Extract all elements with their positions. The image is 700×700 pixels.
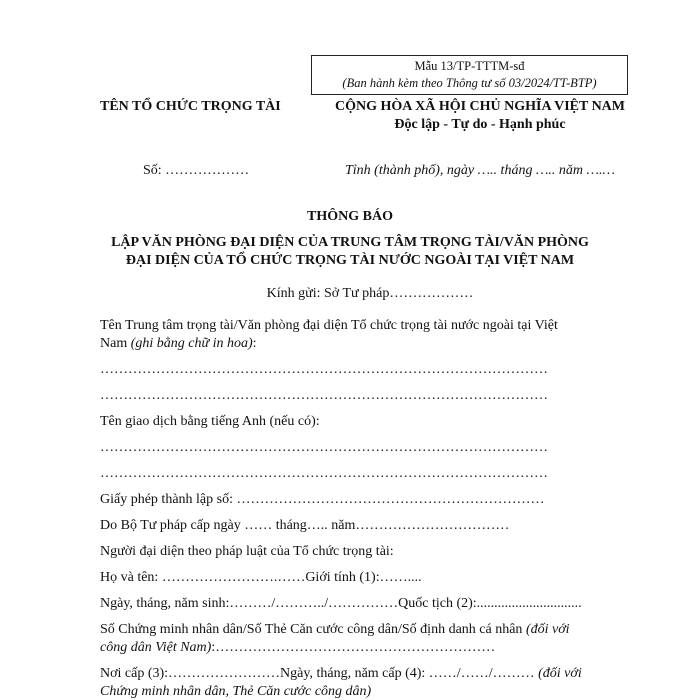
id-number-field[interactable] (100, 640, 495, 656)
id-number-label-line1 (100, 622, 570, 638)
english-name-label: Tên giao dịch bằng tiếng Anh (nếu có): (100, 414, 320, 429)
org-name-label-colon: : (252, 336, 257, 351)
english-name-fill-line-2[interactable]: …………………………………………………………………………………… (100, 466, 548, 481)
document-subtitle-line1: LẬP VĂN PHÒNG ĐẠI DIỆN CỦA TRUNG TÂM TRỌNG TÀI/VĂN PHÒNG (111, 235, 589, 250)
org-name-label-line1: Tên Trung tâm trọng tài/Văn phòng đại diện Tổ chức trọng tài nước ngoài tại Việt (100, 318, 558, 333)
org-name-label-line2 (100, 336, 257, 352)
license-number-field[interactable]: Giấy phép thành lập số: ………………………………………………………… (100, 492, 545, 507)
org-name-fill-line-1[interactable]: …………………………………………………………………………………… (100, 362, 548, 377)
issue-place-date-hint-line2: Chứng minh nhân dân, Thẻ Căn cước công dân) (100, 684, 372, 699)
place-and-date: Tỉnh (thành phố), ngày ….. tháng ….. năm ….… (345, 163, 615, 178)
license-issued-date-field[interactable]: Do Bộ Tư pháp cấp ngày …… tháng….. năm…………………………… (100, 518, 510, 533)
document-title: THÔNG BÁO (307, 209, 393, 224)
form-code-box (311, 55, 628, 95)
id-number-label-hint: (đối với (525, 622, 570, 637)
org-name-label-text: Nam (100, 336, 131, 351)
org-name-label-hint: (ghi bằng chữ in hoa) (130, 336, 253, 351)
id-number-hint-end: công dân Việt Nam) (100, 640, 212, 655)
document-number: Số: ……………… (143, 163, 250, 178)
national-motto: Độc lập - Tự do - Hạnh phúc (394, 117, 566, 132)
dob-nationality-field[interactable]: Ngày, tháng, năm sinh:………/………../……………Quốc tịch (2):.............................. (100, 596, 582, 611)
national-title: CỘNG HÒA XÃ HỘI CHỦ NGHĨA VIỆT NAM (334, 99, 625, 114)
organization-name: TÊN TỔ CHỨC TRỌNG TÀI (100, 99, 281, 114)
issue-place-date-text: Nơi cấp (3):……………………Ngày, tháng, năm cấp (4): ……/……/……… (100, 666, 539, 681)
english-name-fill-line-1[interactable]: …………………………………………………………………………………… (100, 440, 548, 455)
recipient: Kính gửi: Sở Tư pháp……………… (266, 286, 474, 301)
document-subtitle-line2: ĐẠI DIỆN CỦA TỔ CHỨC TRỌNG TÀI NƯỚC NGOÀI TẠI VIỆT NAM (125, 253, 575, 268)
form-issuance-note: (Ban hành kèm theo Thông tư số 03/2024/TT-BTP) (342, 76, 597, 90)
id-number-fill: :…………………………………………………… (211, 640, 496, 655)
issue-place-date-field[interactable] (100, 666, 582, 682)
legal-representative-heading: Người đại diện theo pháp luật của Tổ chức trọng tài: (100, 544, 394, 559)
id-number-label-text: Số Chứng minh nhân dân/Số Thẻ Căn cước công dân/Số định danh cá nhân (100, 622, 526, 637)
issue-place-date-hint: (đối với (538, 666, 582, 681)
org-name-fill-line-2[interactable]: …………………………………………………………………………………… (100, 388, 548, 403)
full-name-gender-field[interactable]: Họ và tên: …………………….……Giới tính (1):…….... (100, 570, 422, 585)
form-code: Mẫu 13/TP-TTTM-sđ (414, 59, 525, 73)
